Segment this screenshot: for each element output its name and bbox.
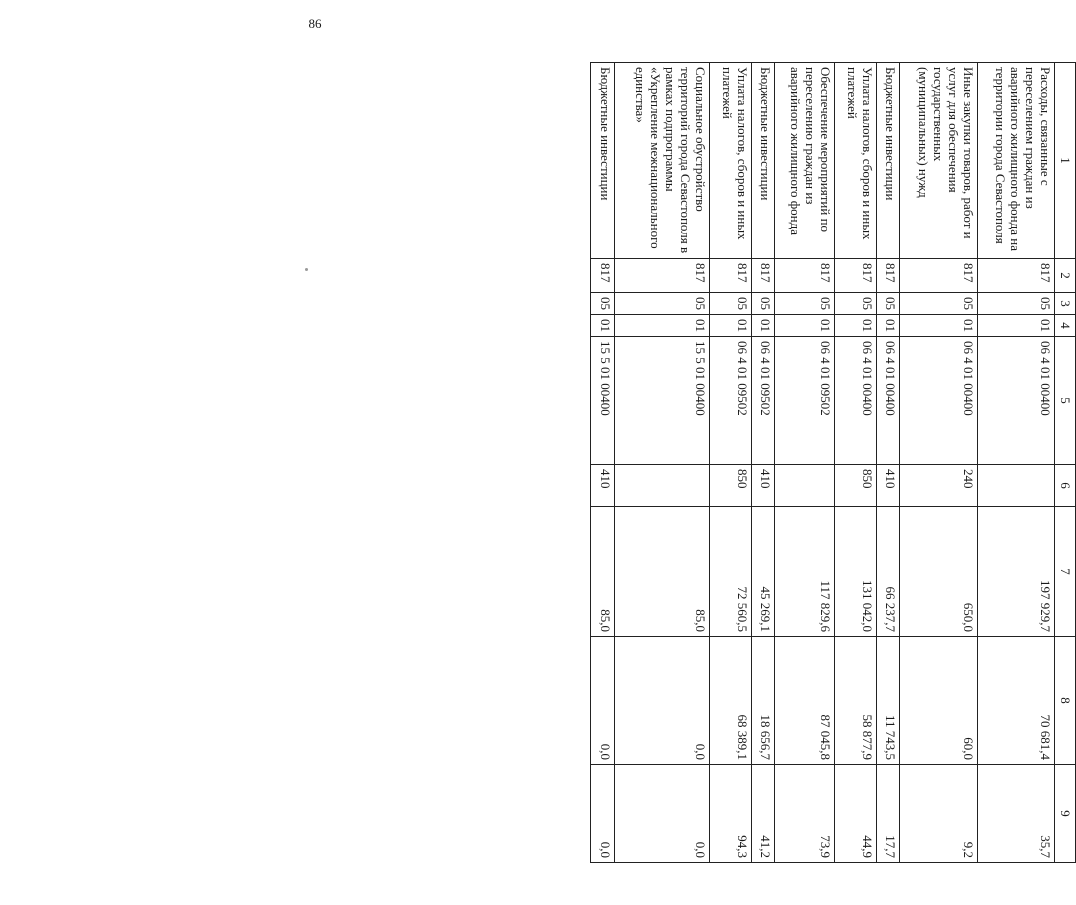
table-row	[876, 63, 900, 863]
executed-amount-cell: 0,0	[591, 637, 615, 765]
header-cell: 6	[1055, 465, 1076, 507]
header-cell: 9	[1055, 765, 1076, 863]
planned-amount-cell: 197 929,7	[977, 507, 1054, 637]
header-cell: 2	[1055, 259, 1076, 293]
header-cell: 7	[1055, 507, 1076, 637]
section-code-cell: 05	[834, 293, 876, 315]
target-article-cell: 06 4 01 00400	[900, 337, 977, 465]
section-code-cell: 05	[614, 293, 709, 315]
page-number: 86	[308, 16, 322, 31]
planned-amount-cell: 66 237,7	[876, 507, 900, 637]
section-code-cell: 05	[775, 293, 834, 315]
target-article-cell: 06 4 01 00400	[977, 337, 1054, 465]
expense-type-cell: 410	[751, 465, 775, 507]
expense-type-cell: 410	[591, 465, 615, 507]
expense-type-cell	[775, 465, 834, 507]
header-cell: 5	[1055, 337, 1076, 465]
expense-type-cell	[614, 465, 709, 507]
target-article-cell: 15 5 01 00400	[591, 337, 615, 465]
table-header	[1055, 63, 1076, 863]
section-code-cell: 05	[900, 293, 977, 315]
subsection-code-cell: 01	[614, 315, 709, 337]
target-article-cell: 06 4 01 09502	[751, 337, 775, 465]
header-cell: 3	[1055, 293, 1076, 315]
rotated-table-container	[590, 62, 1076, 862]
row-name-cell: Расходы, связанные с переселением граждан из аварийного жилищного фонда на территории города Севастополя	[977, 63, 1054, 259]
table-row	[775, 63, 834, 863]
row-name-cell: Обеспечение мероприятий по переселению граждан из аварийного жилищного фонда	[775, 63, 834, 259]
header-cell: 8	[1055, 637, 1076, 765]
ministry-code-cell: 817	[614, 259, 709, 293]
table-row	[591, 63, 615, 863]
ministry-code-cell: 817	[876, 259, 900, 293]
row-name-cell: Иные закупки товаров, работ и услуг для обеспечения государственных (муниципальных) нужд	[900, 63, 977, 259]
executed-amount-cell: 0,0	[614, 637, 709, 765]
ministry-code-cell: 817	[834, 259, 876, 293]
header-cell: 4	[1055, 315, 1076, 337]
executed-amount-cell: 70 681,4	[977, 637, 1054, 765]
target-article-cell: 06 4 01 09502	[775, 337, 834, 465]
budget-table	[590, 62, 1076, 863]
execution-percent-cell: 94,3	[710, 765, 752, 863]
expense-type-cell	[977, 465, 1054, 507]
table-row	[977, 63, 1054, 863]
header-cell: 1	[1055, 63, 1076, 259]
section-code-cell: 05	[591, 293, 615, 315]
row-name-cell: Бюджетные инвестиции	[751, 63, 775, 259]
target-article-cell: 06 4 01 00400	[834, 337, 876, 465]
scan-speck	[305, 268, 308, 271]
planned-amount-cell: 45 269,1	[751, 507, 775, 637]
target-article-cell: 06 4 01 00400	[876, 337, 900, 465]
planned-amount-cell: 131 042,0	[834, 507, 876, 637]
executed-amount-cell: 68 389,1	[710, 637, 752, 765]
planned-amount-cell: 85,0	[614, 507, 709, 637]
section-code-cell: 05	[710, 293, 752, 315]
expense-type-cell: 850	[710, 465, 752, 507]
section-code-cell: 05	[751, 293, 775, 315]
subsection-code-cell: 01	[876, 315, 900, 337]
ministry-code-cell: 817	[775, 259, 834, 293]
executed-amount-cell: 58 877,9	[834, 637, 876, 765]
execution-percent-cell: 35,7	[977, 765, 1054, 863]
execution-percent-cell: 0,0	[591, 765, 615, 863]
table-row	[834, 63, 876, 863]
expense-type-cell: 850	[834, 465, 876, 507]
executed-amount-cell: 11 743,5	[876, 637, 900, 765]
expense-type-cell: 410	[876, 465, 900, 507]
planned-amount-cell: 85,0	[591, 507, 615, 637]
table-row	[751, 63, 775, 863]
section-code-cell: 05	[977, 293, 1054, 315]
row-name-cell: Бюджетные инвестиции	[876, 63, 900, 259]
subsection-code-cell: 01	[775, 315, 834, 337]
planned-amount-cell: 72 560,5	[710, 507, 752, 637]
executed-amount-cell: 60,0	[900, 637, 977, 765]
execution-percent-cell: 9,2	[900, 765, 977, 863]
execution-percent-cell: 0,0	[614, 765, 709, 863]
header-row	[1055, 63, 1076, 863]
execution-percent-cell: 17,7	[876, 765, 900, 863]
row-name-cell: Бюджетные инвестиции	[591, 63, 615, 259]
execution-percent-cell: 41,2	[751, 765, 775, 863]
executed-amount-cell: 18 656,7	[751, 637, 775, 765]
subsection-code-cell: 01	[591, 315, 615, 337]
subsection-code-cell: 01	[900, 315, 977, 337]
table-row	[614, 63, 709, 863]
ministry-code-cell: 817	[751, 259, 775, 293]
planned-amount-cell: 650,0	[900, 507, 977, 637]
expense-type-cell: 240	[900, 465, 977, 507]
row-name-cell: Социальное обустройство территорий города Севастополя в рамках подпрограммы «Укрепление межнационального единства»	[614, 63, 709, 259]
executed-amount-cell: 87 045,8	[775, 637, 834, 765]
row-name-cell: Уплата налогов, сборов и иных платежей	[834, 63, 876, 259]
ministry-code-cell: 817	[710, 259, 752, 293]
execution-percent-cell: 73,9	[775, 765, 834, 863]
ministry-code-cell: 817	[591, 259, 615, 293]
table-row	[900, 63, 977, 863]
row-name-cell: Уплата налогов, сборов и иных платежей	[710, 63, 752, 259]
ministry-code-cell: 817	[977, 259, 1054, 293]
subsection-code-cell: 01	[710, 315, 752, 337]
subsection-code-cell: 01	[834, 315, 876, 337]
planned-amount-cell: 117 829,6	[775, 507, 834, 637]
subsection-code-cell: 01	[751, 315, 775, 337]
table-row	[710, 63, 752, 863]
execution-percent-cell: 44,9	[834, 765, 876, 863]
target-article-cell: 15 5 01 00400	[614, 337, 709, 465]
target-article-cell: 06 4 01 09502	[710, 337, 752, 465]
table-body	[591, 63, 1055, 863]
ministry-code-cell: 817	[900, 259, 977, 293]
subsection-code-cell: 01	[977, 315, 1054, 337]
section-code-cell: 05	[876, 293, 900, 315]
